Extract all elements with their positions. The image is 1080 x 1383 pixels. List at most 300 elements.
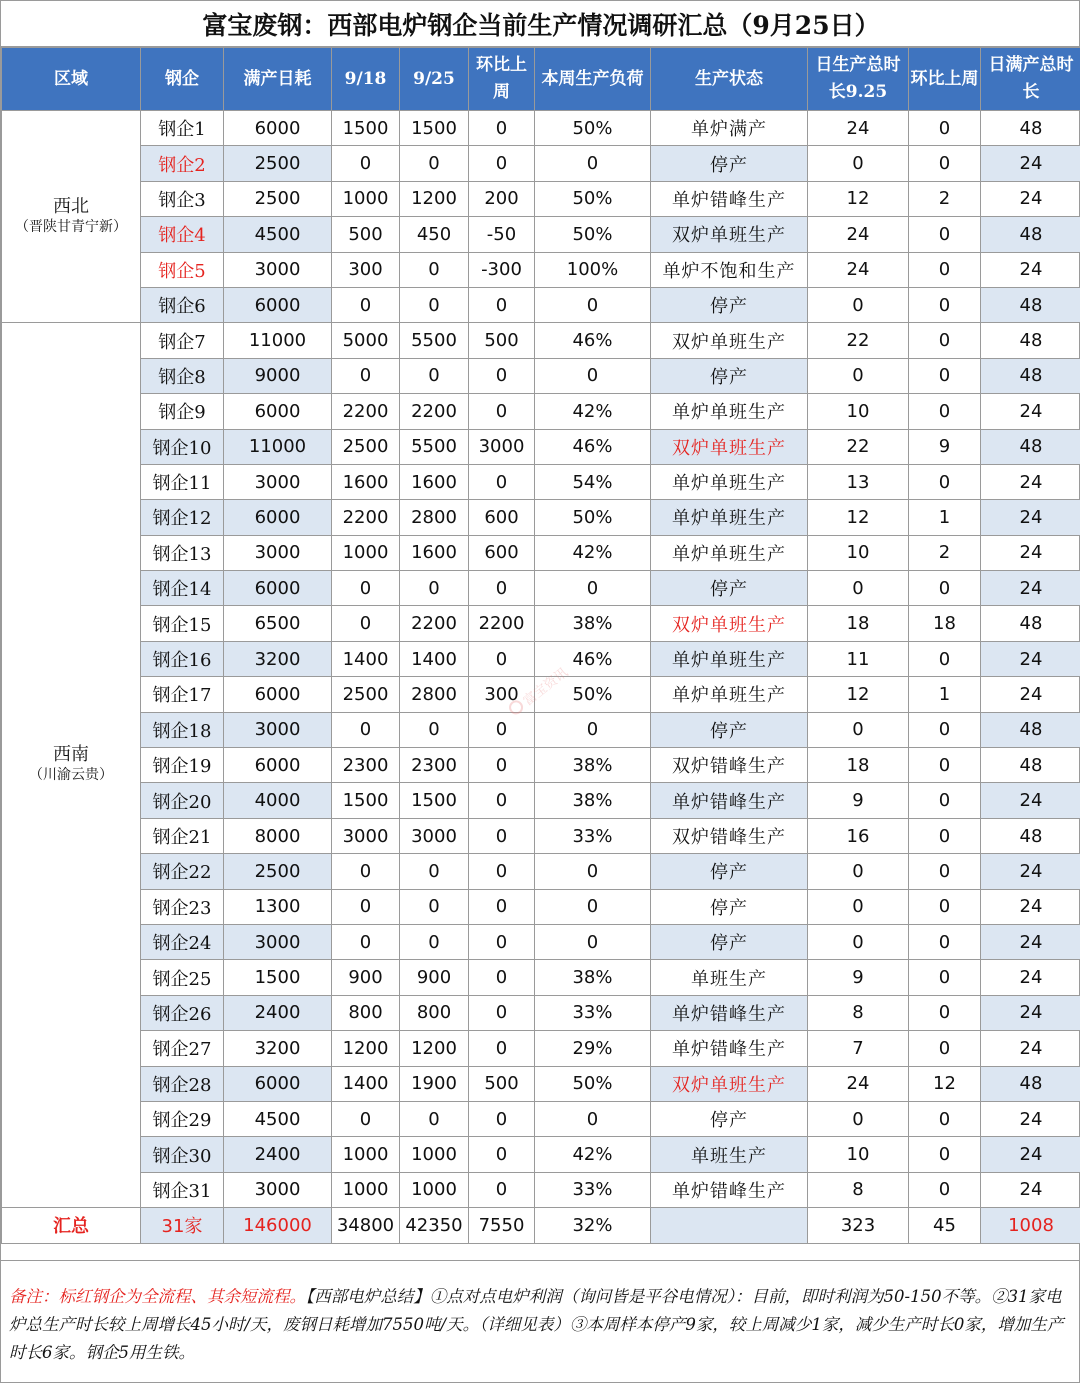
full-hours: 24 xyxy=(981,535,1080,570)
load: 0 xyxy=(535,571,651,606)
full-hours: 24 xyxy=(981,783,1080,818)
full-capacity: 3200 xyxy=(224,1031,332,1066)
full-hours: 24 xyxy=(981,995,1080,1030)
value-918: 0 xyxy=(332,287,400,322)
week-change: 0 xyxy=(469,818,535,853)
value-918: 2500 xyxy=(332,429,400,464)
status: 单炉单班生产 xyxy=(651,464,808,499)
hours-change: 0 xyxy=(909,1101,981,1136)
company-name: 钢企11 xyxy=(141,464,224,499)
table-row xyxy=(2,606,1080,641)
table-row xyxy=(2,1101,1080,1136)
table-row xyxy=(2,111,1080,146)
full-capacity: 3000 xyxy=(224,1172,332,1207)
full-capacity: 9000 xyxy=(224,358,332,393)
value-925: 1500 xyxy=(400,783,469,818)
value-918: 2200 xyxy=(332,500,400,535)
hours-change: 0 xyxy=(909,1031,981,1066)
region-provinces: （川渝云贵） xyxy=(29,767,113,784)
full-hours: 24 xyxy=(981,960,1080,995)
table-row xyxy=(2,181,1080,216)
load: 38% xyxy=(535,606,651,641)
full-hours: 24 xyxy=(981,641,1080,676)
company-name: 钢企19 xyxy=(141,748,224,783)
region-name: 西北 xyxy=(53,195,89,217)
week-change: 0 xyxy=(469,146,535,181)
value-925: 1500 xyxy=(400,111,469,146)
hours: 0 xyxy=(808,571,909,606)
table-row xyxy=(2,783,1080,818)
table-row xyxy=(2,924,1080,959)
table-row xyxy=(2,394,1080,429)
value-925: 0 xyxy=(400,571,469,606)
week-change: 2200 xyxy=(469,606,535,641)
table-row xyxy=(2,429,1080,464)
table-row xyxy=(2,960,1080,995)
value-918: 0 xyxy=(332,712,400,747)
status: 双炉错峰生产 xyxy=(651,748,808,783)
hours: 9 xyxy=(808,783,909,818)
hours-change: 1 xyxy=(909,500,981,535)
full-hours: 24 xyxy=(981,252,1080,287)
value-918: 0 xyxy=(332,146,400,181)
table-row xyxy=(2,1066,1080,1101)
status: 停产 xyxy=(651,854,808,889)
company-name: 钢企14 xyxy=(141,571,224,606)
week-change: 0 xyxy=(469,712,535,747)
value-918: 1500 xyxy=(332,111,400,146)
full-hours: 48 xyxy=(981,1066,1080,1101)
status: 单炉错峰生产 xyxy=(651,995,808,1030)
hours-change: 0 xyxy=(909,146,981,181)
hours-change: 0 xyxy=(909,960,981,995)
hours-change: 0 xyxy=(909,217,981,252)
load: 0 xyxy=(535,358,651,393)
full-capacity: 11000 xyxy=(224,323,332,358)
value-918: 2300 xyxy=(332,748,400,783)
week-change: 0 xyxy=(469,924,535,959)
company-name: 钢企31 xyxy=(141,1172,224,1207)
status: 停产 xyxy=(651,924,808,959)
full-hours: 24 xyxy=(981,464,1080,499)
value-925: 1200 xyxy=(400,1031,469,1066)
status: 双炉单班生产 xyxy=(651,323,808,358)
company-name: 钢企15 xyxy=(141,606,224,641)
hours: 24 xyxy=(808,111,909,146)
load: 50% xyxy=(535,217,651,252)
hours-change: 0 xyxy=(909,854,981,889)
hours: 12 xyxy=(808,677,909,712)
week-change: -50 xyxy=(469,217,535,252)
full-hours: 24 xyxy=(981,889,1080,924)
value-925: 0 xyxy=(400,889,469,924)
load: 100% xyxy=(535,252,651,287)
status: 双炉错峰生产 xyxy=(651,818,808,853)
total-918: 34800 xyxy=(332,1208,400,1243)
week-change: 0 xyxy=(469,1172,535,1207)
status: 单炉单班生产 xyxy=(651,500,808,535)
load: 33% xyxy=(535,995,651,1030)
hours-change: 0 xyxy=(909,818,981,853)
full-capacity: 3000 xyxy=(224,464,332,499)
company-name: 钢企10 xyxy=(141,429,224,464)
company-name: 钢企6 xyxy=(141,287,224,322)
hours: 18 xyxy=(808,748,909,783)
header-hours-change: 环比上周 xyxy=(909,48,981,111)
value-925: 0 xyxy=(400,146,469,181)
company-name: 钢企25 xyxy=(141,960,224,995)
full-capacity: 3000 xyxy=(224,924,332,959)
company-name: 钢企29 xyxy=(141,1101,224,1136)
full-capacity: 1300 xyxy=(224,889,332,924)
status: 单炉单班生产 xyxy=(651,641,808,676)
value-925: 1400 xyxy=(400,641,469,676)
full-capacity: 6000 xyxy=(224,748,332,783)
hours-change: 12 xyxy=(909,1066,981,1101)
status: 停产 xyxy=(651,1101,808,1136)
status: 单炉错峰生产 xyxy=(651,181,808,216)
load: 42% xyxy=(535,1137,651,1172)
full-hours: 48 xyxy=(981,111,1080,146)
table-row xyxy=(2,464,1080,499)
hours: 0 xyxy=(808,358,909,393)
week-change: 0 xyxy=(469,394,535,429)
table-row xyxy=(2,641,1080,676)
hours-change: 0 xyxy=(909,995,981,1030)
hours-change: 0 xyxy=(909,111,981,146)
header-hours: 日生产总时长9.25 xyxy=(808,48,909,111)
table-row xyxy=(2,854,1080,889)
header-load: 本周生产负荷 xyxy=(535,48,651,111)
load: 42% xyxy=(535,535,651,570)
value-925: 2200 xyxy=(400,606,469,641)
total-hours: 323 xyxy=(808,1208,909,1243)
value-925: 1900 xyxy=(400,1066,469,1101)
full-capacity: 11000 xyxy=(224,429,332,464)
value-925: 0 xyxy=(400,712,469,747)
week-change: 0 xyxy=(469,358,535,393)
header-date-918: 9/18 xyxy=(332,48,400,111)
value-925: 0 xyxy=(400,287,469,322)
header-region: 区域 xyxy=(2,48,141,111)
value-918: 5000 xyxy=(332,323,400,358)
hours-change: 0 xyxy=(909,1137,981,1172)
table-row xyxy=(2,323,1080,358)
company-name: 钢企26 xyxy=(141,995,224,1030)
load: 29% xyxy=(535,1031,651,1066)
full-capacity: 4000 xyxy=(224,783,332,818)
hours: 8 xyxy=(808,995,909,1030)
value-918: 1200 xyxy=(332,1031,400,1066)
hours-change: 18 xyxy=(909,606,981,641)
total-925: 42350 xyxy=(400,1208,469,1243)
region-name: 西南 xyxy=(53,744,89,766)
total-hours-change: 45 xyxy=(909,1208,981,1243)
week-change: 0 xyxy=(469,464,535,499)
hours: 22 xyxy=(808,323,909,358)
value-925: 2300 xyxy=(400,748,469,783)
week-change: 200 xyxy=(469,181,535,216)
week-change: 0 xyxy=(469,748,535,783)
value-918: 1000 xyxy=(332,1137,400,1172)
table-row xyxy=(2,712,1080,747)
steel-production-table xyxy=(1,47,1080,1244)
hours: 10 xyxy=(808,394,909,429)
value-918: 0 xyxy=(332,358,400,393)
full-capacity: 2500 xyxy=(224,181,332,216)
full-hours: 24 xyxy=(981,394,1080,429)
company-name: 钢企13 xyxy=(141,535,224,570)
full-capacity: 6000 xyxy=(224,394,332,429)
value-918: 900 xyxy=(332,960,400,995)
company-name: 钢企4 xyxy=(141,217,224,252)
table-row xyxy=(2,146,1080,181)
value-918: 1600 xyxy=(332,464,400,499)
value-918: 1400 xyxy=(332,641,400,676)
value-918: 0 xyxy=(332,1101,400,1136)
company-name: 钢企23 xyxy=(141,889,224,924)
notes-lead: 备注：标红钢企为全流程、其余短流程。 xyxy=(9,1287,306,1306)
region-provinces: （晋陕甘青宁新） xyxy=(15,218,127,235)
company-name: 钢企12 xyxy=(141,500,224,535)
full-hours: 24 xyxy=(981,854,1080,889)
status: 单炉单班生产 xyxy=(651,677,808,712)
page-title: 富宝废钢：西部电炉钢企当前生产情况调研汇总（9月25日） xyxy=(1,1,1080,47)
load: 50% xyxy=(535,500,651,535)
status: 双炉单班生产 xyxy=(651,1066,808,1101)
load: 50% xyxy=(535,181,651,216)
table-body xyxy=(2,111,1080,1244)
week-change: 300 xyxy=(469,677,535,712)
full-capacity: 6000 xyxy=(224,571,332,606)
full-hours: 24 xyxy=(981,500,1080,535)
value-925: 0 xyxy=(400,854,469,889)
value-925: 2800 xyxy=(400,500,469,535)
table-row xyxy=(2,217,1080,252)
total-label: 汇总 xyxy=(2,1208,141,1243)
value-925: 5500 xyxy=(400,323,469,358)
status: 停产 xyxy=(651,712,808,747)
load: 0 xyxy=(535,712,651,747)
status: 双炉单班生产 xyxy=(651,606,808,641)
region-cell xyxy=(2,323,141,1208)
company-name: 钢企1 xyxy=(141,111,224,146)
hours: 0 xyxy=(808,1101,909,1136)
header-full-capacity: 满产日耗 xyxy=(224,48,332,111)
hours-change: 0 xyxy=(909,748,981,783)
table-row xyxy=(2,995,1080,1030)
value-925: 800 xyxy=(400,995,469,1030)
value-918: 500 xyxy=(332,217,400,252)
load: 33% xyxy=(535,818,651,853)
full-hours: 48 xyxy=(981,358,1080,393)
company-name: 钢企24 xyxy=(141,924,224,959)
total-change: 7550 xyxy=(469,1208,535,1243)
value-918: 1400 xyxy=(332,1066,400,1101)
status: 单班生产 xyxy=(651,960,808,995)
status: 单班生产 xyxy=(651,1137,808,1172)
full-capacity: 8000 xyxy=(224,818,332,853)
week-change: 0 xyxy=(469,960,535,995)
full-capacity: 6000 xyxy=(224,287,332,322)
full-hours: 24 xyxy=(981,1101,1080,1136)
total-capacity: 146000 xyxy=(224,1208,332,1243)
table-row xyxy=(2,889,1080,924)
week-change: 0 xyxy=(469,889,535,924)
table-row xyxy=(2,287,1080,322)
hours: 24 xyxy=(808,1066,909,1101)
week-change: 3000 xyxy=(469,429,535,464)
value-918: 0 xyxy=(332,571,400,606)
full-hours: 48 xyxy=(981,748,1080,783)
full-hours: 48 xyxy=(981,818,1080,853)
hours: 13 xyxy=(808,464,909,499)
hours-change: 0 xyxy=(909,641,981,676)
hours: 24 xyxy=(808,217,909,252)
load: 38% xyxy=(535,960,651,995)
header-week-change: 环比上周 xyxy=(469,48,535,111)
value-918: 2500 xyxy=(332,677,400,712)
company-name: 钢企2 xyxy=(141,146,224,181)
table-row xyxy=(2,1172,1080,1207)
hours: 0 xyxy=(808,854,909,889)
hours-change: 0 xyxy=(909,287,981,322)
status: 单炉错峰生产 xyxy=(651,783,808,818)
load: 38% xyxy=(535,783,651,818)
value-925: 1600 xyxy=(400,535,469,570)
full-capacity: 1500 xyxy=(224,960,332,995)
total-status xyxy=(651,1208,808,1243)
value-918: 1000 xyxy=(332,181,400,216)
value-925: 2800 xyxy=(400,677,469,712)
load: 0 xyxy=(535,889,651,924)
status: 停产 xyxy=(651,358,808,393)
full-hours: 24 xyxy=(981,1172,1080,1207)
week-change: 0 xyxy=(469,571,535,606)
hours: 10 xyxy=(808,535,909,570)
value-925: 900 xyxy=(400,960,469,995)
header-company: 钢企 xyxy=(141,48,224,111)
value-925: 3000 xyxy=(400,818,469,853)
status: 单炉单班生产 xyxy=(651,535,808,570)
company-name: 钢企3 xyxy=(141,181,224,216)
load: 46% xyxy=(535,641,651,676)
full-hours: 24 xyxy=(981,146,1080,181)
load: 50% xyxy=(535,1066,651,1101)
hours: 7 xyxy=(808,1031,909,1066)
header-full-hours: 日满产总时长 xyxy=(981,48,1080,111)
table-row xyxy=(2,500,1080,535)
status: 单炉错峰生产 xyxy=(651,1172,808,1207)
full-capacity: 3200 xyxy=(224,641,332,676)
hours: 12 xyxy=(808,181,909,216)
table-row xyxy=(2,571,1080,606)
status: 单炉单班生产 xyxy=(651,394,808,429)
company-name: 钢企7 xyxy=(141,323,224,358)
full-hours: 48 xyxy=(981,712,1080,747)
week-change: 0 xyxy=(469,111,535,146)
hours-change: 0 xyxy=(909,394,981,429)
hours: 0 xyxy=(808,712,909,747)
full-hours: 48 xyxy=(981,217,1080,252)
status: 停产 xyxy=(651,146,808,181)
hours-change: 9 xyxy=(909,429,981,464)
value-918: 0 xyxy=(332,854,400,889)
value-925: 5500 xyxy=(400,429,469,464)
full-capacity: 2500 xyxy=(224,146,332,181)
table-row xyxy=(2,748,1080,783)
load: 50% xyxy=(535,677,651,712)
value-925: 0 xyxy=(400,358,469,393)
status: 双炉单班生产 xyxy=(651,217,808,252)
full-hours: 24 xyxy=(981,1031,1080,1066)
full-hours: 24 xyxy=(981,677,1080,712)
full-capacity: 2400 xyxy=(224,1137,332,1172)
value-925: 450 xyxy=(400,217,469,252)
load: 0 xyxy=(535,854,651,889)
full-hours: 48 xyxy=(981,429,1080,464)
company-name: 钢企27 xyxy=(141,1031,224,1066)
value-925: 1000 xyxy=(400,1172,469,1207)
load: 38% xyxy=(535,748,651,783)
week-change: 0 xyxy=(469,1031,535,1066)
hours: 10 xyxy=(808,1137,909,1172)
hours-change: 1 xyxy=(909,677,981,712)
table-row xyxy=(2,1031,1080,1066)
full-hours: 24 xyxy=(981,924,1080,959)
full-capacity: 6000 xyxy=(224,677,332,712)
value-925: 0 xyxy=(400,1101,469,1136)
value-918: 2200 xyxy=(332,394,400,429)
load: 0 xyxy=(535,287,651,322)
load: 46% xyxy=(535,429,651,464)
hours: 11 xyxy=(808,641,909,676)
company-name: 钢企28 xyxy=(141,1066,224,1101)
value-925: 2200 xyxy=(400,394,469,429)
hours-change: 0 xyxy=(909,1172,981,1207)
hours: 0 xyxy=(808,924,909,959)
header-date-925: 9/25 xyxy=(400,48,469,111)
value-918: 3000 xyxy=(332,818,400,853)
value-918: 0 xyxy=(332,606,400,641)
load: 0 xyxy=(535,146,651,181)
full-capacity: 6000 xyxy=(224,1066,332,1101)
week-change: 600 xyxy=(469,500,535,535)
company-name: 钢企17 xyxy=(141,677,224,712)
full-capacity: 6500 xyxy=(224,606,332,641)
full-hours: 24 xyxy=(981,571,1080,606)
total-row xyxy=(2,1208,1080,1243)
full-hours: 24 xyxy=(981,1137,1080,1172)
company-name: 钢企16 xyxy=(141,641,224,676)
value-918: 1000 xyxy=(332,1172,400,1207)
week-change: 0 xyxy=(469,1137,535,1172)
status: 双炉单班生产 xyxy=(651,429,808,464)
hours-change: 0 xyxy=(909,889,981,924)
hours: 8 xyxy=(808,1172,909,1207)
table-row xyxy=(2,677,1080,712)
full-capacity: 6000 xyxy=(224,111,332,146)
hours: 0 xyxy=(808,889,909,924)
hours: 22 xyxy=(808,429,909,464)
table-header-row xyxy=(2,48,1080,111)
value-925: 1200 xyxy=(400,181,469,216)
full-capacity: 6000 xyxy=(224,500,332,535)
load: 33% xyxy=(535,1172,651,1207)
status: 单炉满产 xyxy=(651,111,808,146)
value-925: 1600 xyxy=(400,464,469,499)
status: 停产 xyxy=(651,571,808,606)
